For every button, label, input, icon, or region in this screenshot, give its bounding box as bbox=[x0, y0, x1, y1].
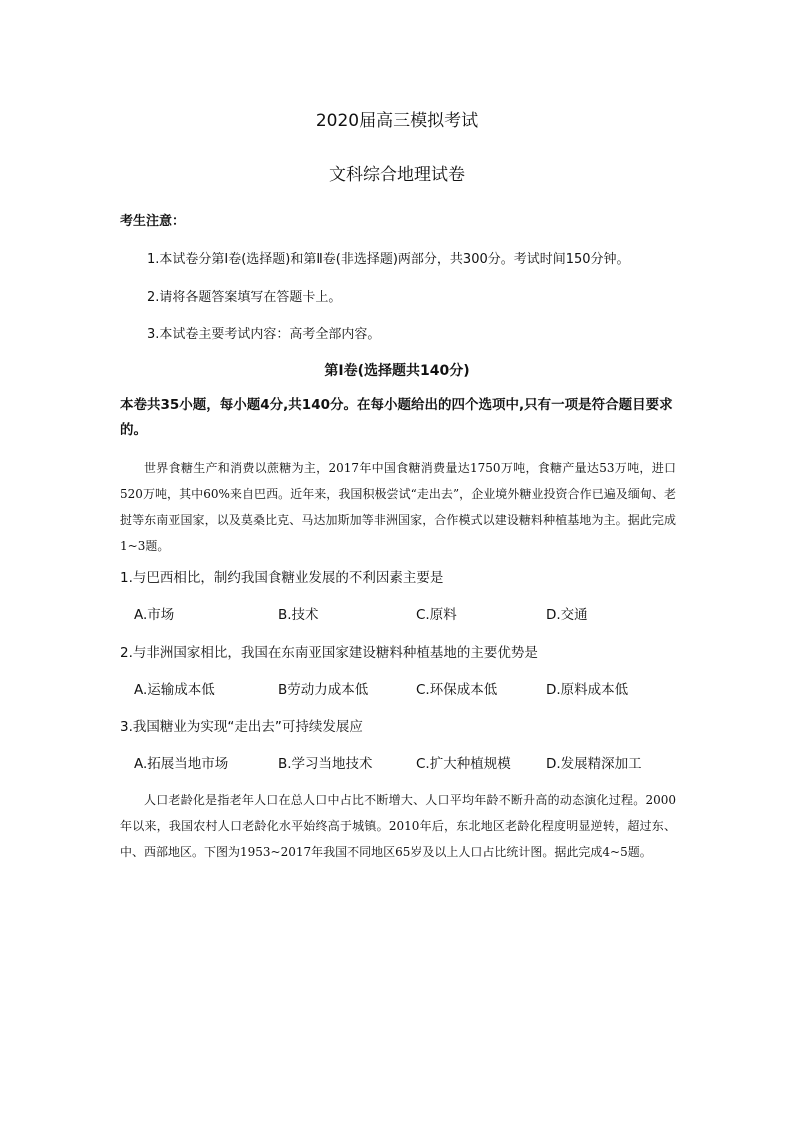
exam-subtitle: 文科综合地理试卷 bbox=[329, 165, 465, 185]
question-1-option-a: A.市场 bbox=[134, 607, 175, 623]
question-1-option-b: B.技术 bbox=[278, 607, 319, 623]
passage-sugar: 世界食糖生产和消费以蔗糖为主，2017年中国食糖消费量达1750万吨，食糖产量达53万吨，进口520万吨，其中60%来自巴西。近年来，我国积极尝试“走出去”，企业境外糖业投资合作已遍及缅甸、老挝等东南亚国家，以及莫桑比克、马达加斯加等非洲国家，合作模式以建设糖料种植基地为主。据此完成1~3题。 bbox=[120, 461, 676, 553]
question-1-option-c: C.原料 bbox=[416, 607, 457, 623]
question-2-option-a: A.运输成本低 bbox=[134, 682, 215, 698]
notice-item-3: 3.本试卷主要考试内容：高考全部内容。 bbox=[147, 327, 381, 342]
question-3-option-a: A.拓展当地市场 bbox=[134, 756, 229, 772]
question-2-option-b: B劳动力成本低 bbox=[278, 682, 369, 698]
question-3-option-d: D.发展精深加工 bbox=[546, 756, 642, 772]
question-3-option-b: B.学习当地技术 bbox=[278, 756, 373, 772]
question-1-option-d: D.交通 bbox=[546, 607, 588, 623]
notice-item-2: 2.请将各题答案填写在答题卡上。 bbox=[147, 290, 342, 305]
question-1-stem: 1.与巴西相比，制约我国食糖业发展的不利因素主要是 bbox=[120, 570, 444, 586]
question-3-option-c: C.扩大种植规模 bbox=[416, 756, 511, 772]
section-title: 第Ⅰ卷(选择题共140分) bbox=[324, 363, 470, 379]
question-2-stem: 2.与非洲国家相比，我国在东南亚国家建设糖料种植基地的主要优势是 bbox=[120, 645, 538, 661]
question-3-stem: 3.我国糖业为实现“走出去”可持续发展应 bbox=[120, 719, 363, 735]
question-2-option-d: D.原料成本低 bbox=[546, 682, 629, 698]
question-2-option-c: C.环保成本低 bbox=[416, 682, 498, 698]
notice-item-1: 1.本试卷分第Ⅰ卷(选择题)和第Ⅱ卷(非选择题)两部分，共300分。考试时间150分钟。 bbox=[147, 252, 630, 267]
passage-aging: 人口老龄化是指老年人口在总人口中占比不断增大、人口平均年龄不断升高的动态演化过程。2000年以来，我国农村人口老龄化水平始终高于城镇。2010年后，东北地区老龄化程度明显逆转，超过东、中、西部地区。下图为1953~2017年我国不同地区65岁及以上人口占比统计图。据此完成4~5题。 bbox=[120, 793, 676, 859]
exam-title: 2020届高三模拟考试 bbox=[315, 111, 479, 131]
section-instruction: 本卷共35小题，每小题4分,共140分。在每小题给出的四个选项中,只有一项是符合题目要求的。 bbox=[120, 397, 673, 438]
notice-heading: 考生注意： bbox=[120, 214, 186, 229]
